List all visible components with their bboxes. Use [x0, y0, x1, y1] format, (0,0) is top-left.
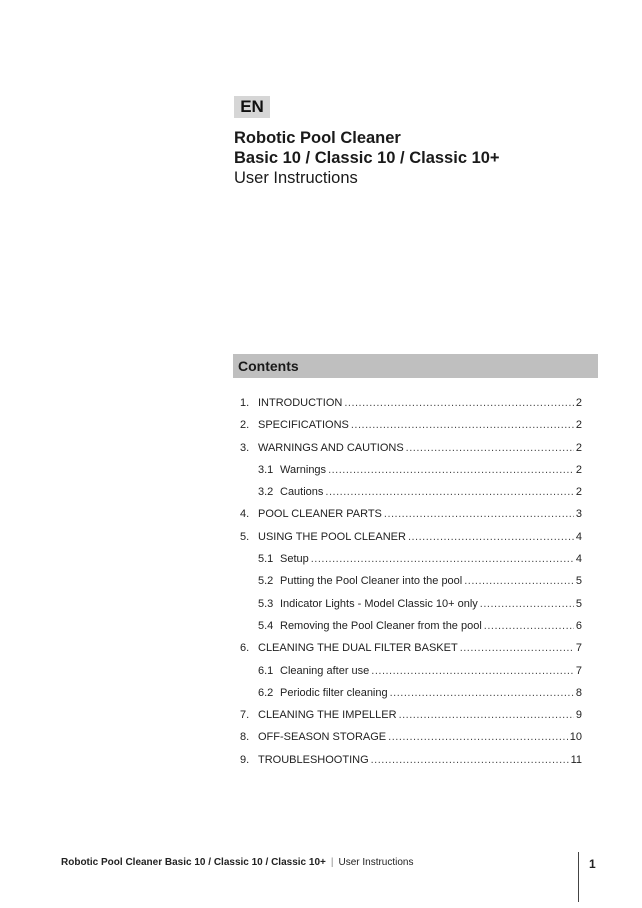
- toc-entry-number: 3.: [240, 441, 250, 454]
- toc-dot-leader: [390, 687, 574, 699]
- toc-entry[interactable]: [240, 575, 582, 597]
- toc-dot-leader: [384, 508, 574, 520]
- toc-entry-label: CLEANING THE IMPELLER: [258, 709, 397, 722]
- toc-dot-leader: [484, 620, 574, 632]
- toc-entry-number: 6.1: [258, 664, 274, 677]
- toc-entry[interactable]: [240, 687, 582, 709]
- toc-entry-page: 2: [575, 419, 582, 432]
- toc-dot-leader: [344, 397, 574, 409]
- toc-entry-page: 7: [575, 642, 582, 655]
- toc-entry-number: 5.1: [258, 553, 274, 566]
- toc-entry-label: Indicator Lights - Model Classic 10+ only: [280, 597, 478, 610]
- toc-entry-number: 6.: [240, 642, 250, 655]
- toc-entry-number: 3.2: [258, 486, 274, 499]
- footer-separator: |: [330, 857, 334, 868]
- toc-entry-page: 2: [575, 486, 582, 499]
- toc-entry-number: 5.2: [258, 575, 274, 588]
- toc-entry-label: POOL CLEANER PARTS: [258, 508, 382, 521]
- toc-entry-label: Cautions: [280, 486, 324, 499]
- toc-entry-label: Cleaning after use: [280, 664, 370, 677]
- toc-dot-leader: [406, 442, 574, 454]
- toc-entry-number: 5.3: [258, 597, 274, 610]
- toc-entry[interactable]: [240, 598, 582, 620]
- toc-dot-leader: [371, 754, 569, 766]
- footer-divider: [578, 852, 579, 902]
- toc-entry[interactable]: [240, 531, 582, 553]
- toc-entry[interactable]: [240, 665, 582, 687]
- toc-entry-number: 2.: [240, 419, 250, 432]
- toc-entry-page: 2: [575, 463, 582, 476]
- toc-dot-leader: [328, 464, 574, 476]
- toc-entry-number: 3.1: [258, 463, 274, 476]
- toc-entry-number: 6.2: [258, 686, 274, 699]
- toc-entry-page: 3: [575, 508, 582, 521]
- toc-entry-label: Periodic filter cleaning: [280, 686, 388, 699]
- title-models: Basic 10 / Classic 10 / Classic 10+: [234, 149, 500, 167]
- toc-entry-page: 7: [575, 664, 582, 677]
- toc-entry-page: 2: [575, 397, 582, 409]
- toc-entry[interactable]: [240, 419, 582, 441]
- toc-entry-page: 4: [575, 530, 582, 543]
- toc-entry-label: INTRODUCTION: [258, 397, 343, 409]
- toc-dot-leader: [371, 665, 574, 677]
- toc-entry-number: 1.: [240, 397, 250, 409]
- toc-entry-label: TROUBLESHOOTING: [258, 753, 369, 766]
- toc-dot-leader: [408, 531, 574, 543]
- toc-dot-leader: [460, 642, 574, 654]
- toc-entry-number: 5.4: [258, 619, 274, 632]
- toc-entry[interactable]: [240, 620, 582, 642]
- table-of-contents: [240, 397, 582, 776]
- toc-entry-page: 9: [575, 709, 582, 722]
- toc-entry[interactable]: [240, 731, 582, 753]
- toc-dot-leader: [388, 731, 568, 743]
- footer: [61, 857, 414, 868]
- toc-entry-page: 2: [575, 441, 582, 454]
- toc-entry[interactable]: [240, 754, 582, 776]
- toc-entry-label: WARNINGS AND CAUTIONS: [258, 441, 404, 454]
- toc-entry-page: 4: [575, 553, 582, 566]
- footer-doc-type: User Instructions: [338, 857, 414, 868]
- language-badge: EN: [234, 96, 270, 118]
- toc-entry-label: OFF-SEASON STORAGE: [258, 731, 387, 744]
- toc-entry-label: CLEANING THE DUAL FILTER BASKET: [258, 642, 458, 655]
- toc-entry[interactable]: [240, 553, 582, 575]
- toc-entry-page: 5: [575, 597, 582, 610]
- page-number: 1: [589, 857, 596, 871]
- toc-dot-leader: [311, 553, 574, 565]
- toc-dot-leader: [399, 709, 574, 721]
- contents-heading: Contents: [233, 354, 598, 378]
- toc-entry-number: 7.: [240, 709, 250, 722]
- toc-entry[interactable]: [240, 486, 582, 508]
- title-doc-type: User Instructions: [234, 169, 358, 187]
- toc-entry[interactable]: [240, 642, 582, 664]
- toc-entry-page: 11: [570, 753, 582, 766]
- toc-entry[interactable]: [240, 508, 582, 530]
- toc-entry-label: Putting the Pool Cleaner into the pool: [280, 575, 463, 588]
- toc-entry-page: 8: [575, 686, 582, 699]
- toc-dot-leader: [464, 575, 574, 587]
- toc-entry-label: SPECIFICATIONS: [258, 419, 349, 432]
- toc-entry-label: Setup: [280, 553, 309, 566]
- toc-entry-label: USING THE POOL CLEANER: [258, 530, 406, 543]
- toc-dot-leader: [325, 486, 573, 498]
- toc-dot-leader: [351, 419, 574, 431]
- toc-entry[interactable]: [240, 397, 582, 419]
- toc-entry-page: 10: [569, 731, 582, 744]
- toc-entry-number: 8.: [240, 731, 250, 744]
- toc-entry-number: 9.: [240, 753, 250, 766]
- toc-entry-label: Removing the Pool Cleaner from the pool: [280, 619, 482, 632]
- toc-entry-label: Warnings: [280, 463, 327, 476]
- toc-entry-number: 4.: [240, 508, 250, 521]
- footer-product: Robotic Pool Cleaner Basic 10 / Classic 10 / Classic 10+: [61, 857, 326, 868]
- toc-entry-page: 6: [575, 619, 582, 632]
- toc-entry[interactable]: [240, 709, 582, 731]
- toc-entry-page: 5: [575, 575, 582, 588]
- toc-dot-leader: [480, 598, 574, 610]
- toc-entry-number: 5.: [240, 530, 250, 543]
- toc-entry[interactable]: [240, 464, 582, 486]
- toc-entry[interactable]: [240, 442, 582, 464]
- title-product: Robotic Pool Cleaner: [234, 129, 401, 147]
